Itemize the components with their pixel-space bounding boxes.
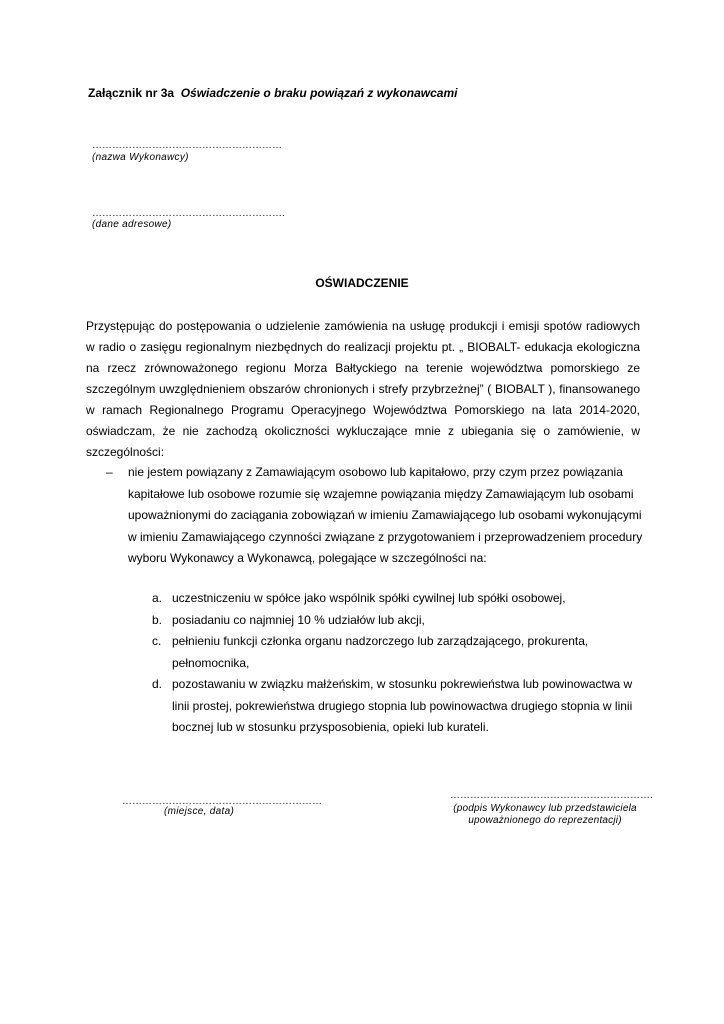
contractor-name-field: ………………………………………………… bbox=[92, 140, 282, 151]
list-item-text: uczestniczeniu w spółce jako wspólnik spółki cywilnej lub spółki osobowej, bbox=[172, 591, 566, 605]
bullet-marker: – bbox=[106, 465, 113, 479]
signature-caption: (podpis Wykonawcy lub przedstawiciela upoważnionego do reprezentacji) bbox=[453, 803, 637, 826]
list-item-letter: c. bbox=[152, 634, 162, 648]
signature-field: ……………………………………………………. bbox=[450, 790, 653, 801]
sub-list bbox=[150, 588, 640, 739]
bullet-item bbox=[106, 462, 646, 570]
list-item bbox=[150, 631, 640, 674]
address-caption: (dane adresowe) bbox=[92, 219, 172, 230]
list-item-letter: d. bbox=[152, 677, 163, 691]
address-field: …………………………………………………. bbox=[92, 208, 285, 219]
attachment-header bbox=[88, 86, 457, 100]
attachment-title: Oświadczenie o braku powiązań z wykonawcami bbox=[180, 86, 458, 100]
attachment-number: Załącznik nr 3a bbox=[88, 86, 175, 100]
list-item-letter: a. bbox=[152, 591, 163, 605]
bullet-text: nie jestem powiązany z Zamawiającym osobowo lub kapitałowo, przy czym przez powiązania kapitałowe lub osobowe rozumie się wzajemne powiązania między Zamawiającym lub osobami upoważnionymi do zaciągania zobowiązań w imieniu Zamawiającego lub osobami wykonującymi w imieniu Zamawiającego czynności związane z przygotowaniem i przeprowadzeniem procedury wyboru Wykonawcy a Wykonawcą, polegające w szczególności na: bbox=[128, 465, 643, 565]
list-item-text: pełnieniu funkcji członka organu nadzorczego lub zarządzającego, prokurenta, pełnomocnika, bbox=[172, 634, 589, 670]
intro-paragraph: Przystępując do postępowania o udzielenie zamówienia na usługę produkcji i emisji spotów radiowych w radio o zasięgu regionalnym niezbędnych do realizacji projektu pt. „ BIOBALT- edukacja ekologiczna na rzecz zrównoważonego regionu Morza Bałtyckiego na terenie województwa pomorskiego ze szczególnym uwzględnieniem obszarów chronionych i strefy przybrzeżnej” ( BIOBALT ), finansowanego w ramach Regionalnego Programu Operacyjnego Województwa Pomorskiego na lata 2014-2020, oświadczam, że nie zachodzą okoliczności wykluczające mnie z ubiegania się o zamówienie, w szczególności: bbox=[86, 319, 640, 459]
list-item-text: posiadaniu co najmniej 10 % udziałów lub akcji, bbox=[172, 612, 425, 627]
place-date-caption: (miejsce, data) bbox=[164, 806, 235, 817]
list-item bbox=[150, 588, 640, 610]
list-item-text: pozostawaniu w związku małżeńskim, w stosunku pokrewieństwa lub powinowactwa w linii prostej, pokrewieństwa drugiego stopnia lub powinowactwa drugiego stopnia w linii bocznej lub w stosunku przysposobienia, opieki lub kurateli. bbox=[172, 677, 633, 734]
list-item bbox=[150, 674, 640, 739]
list-item-letter: b. bbox=[152, 612, 163, 627]
place-date-field: …………………………………………………… bbox=[122, 796, 322, 807]
list-item bbox=[150, 610, 640, 632]
contractor-name-caption: (nazwa Wykonawcy) bbox=[92, 152, 189, 163]
document-title: OŚWIADCZENIE bbox=[315, 276, 409, 290]
